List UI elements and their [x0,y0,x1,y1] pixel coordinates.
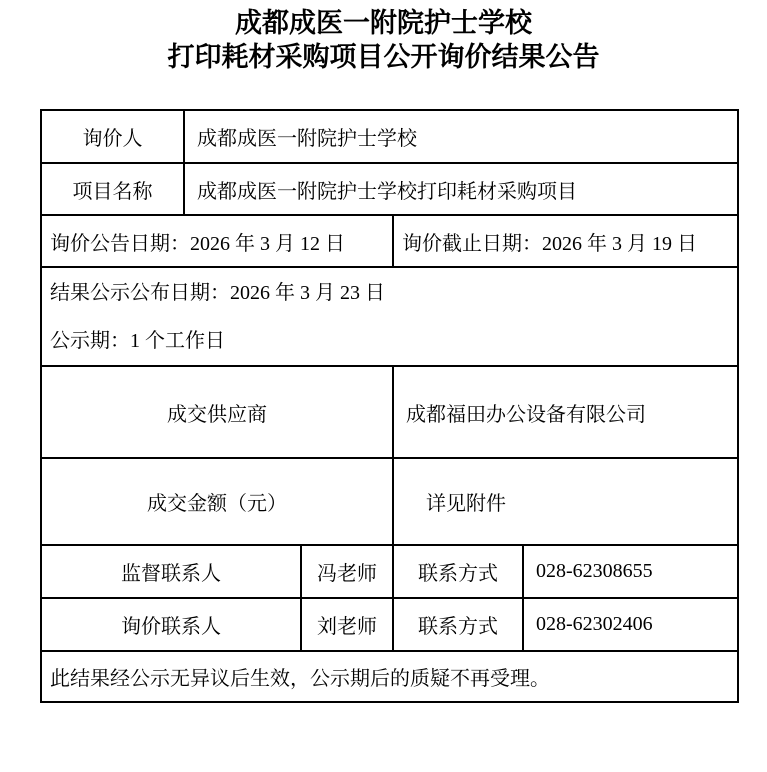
supplier-label: 成交供应商 [167,403,267,426]
table-row [42,162,737,214]
inquirer-value: 成都成医一附院护士学校 [183,111,737,162]
supervision-contact-label: 监督联系人 [121,563,221,585]
footer-note: 此结果经公示无异议后生效，公示期后的质疑不再受理。 [50,668,550,690]
announcement-table [40,109,739,703]
inquiry-contact-label: 询价联系人 [121,616,221,638]
inquiry-announce-date: 询价公告日期：2026 年 3 月 12 日 [50,232,345,255]
table-row [42,650,737,701]
publicity-publish-date: 结果公示公布日期：2026 年 3 月 23 日 [50,281,385,304]
table-row [42,214,737,266]
table-row [42,597,737,650]
project-name-label: 项目名称 [72,180,153,203]
project-name-value: 成都成医一附院护士学校打印耗材采购项目 [183,164,737,214]
inquiry-deadline-date: 询价截止日期：2026 年 3 月 19 日 [392,216,737,266]
table-row [42,111,737,162]
document-title-line2: 打印耗材采购项目公开询价结果公告 [167,42,600,72]
supervision-contact-phone: 028-62308655 [522,546,737,597]
inquiry-contact-name: 刘老师 [300,599,392,650]
table-row [42,544,737,597]
table-row [42,266,737,365]
table-row [42,457,737,544]
publicity-period: 公示期：1 个工作日 [50,329,225,352]
supervision-contact-method-label: 联系方式 [392,546,522,597]
amount-value: 详见附件 [392,459,737,544]
document-title-line1: 成都成医一附院护士学校 [235,8,532,38]
document-title [0,0,767,74]
supplier-value: 成都福田办公设备有限公司 [392,367,737,457]
inquiry-contact-method-label: 联系方式 [392,599,522,650]
supervision-contact-name: 冯老师 [300,546,392,597]
publicity-cell [42,268,737,365]
inquiry-contact-phone: 028-62302406 [522,599,737,650]
amount-label: 成交金额（元） [147,493,287,515]
inquirer-label: 询价人 [82,128,143,150]
table-row [42,365,737,457]
